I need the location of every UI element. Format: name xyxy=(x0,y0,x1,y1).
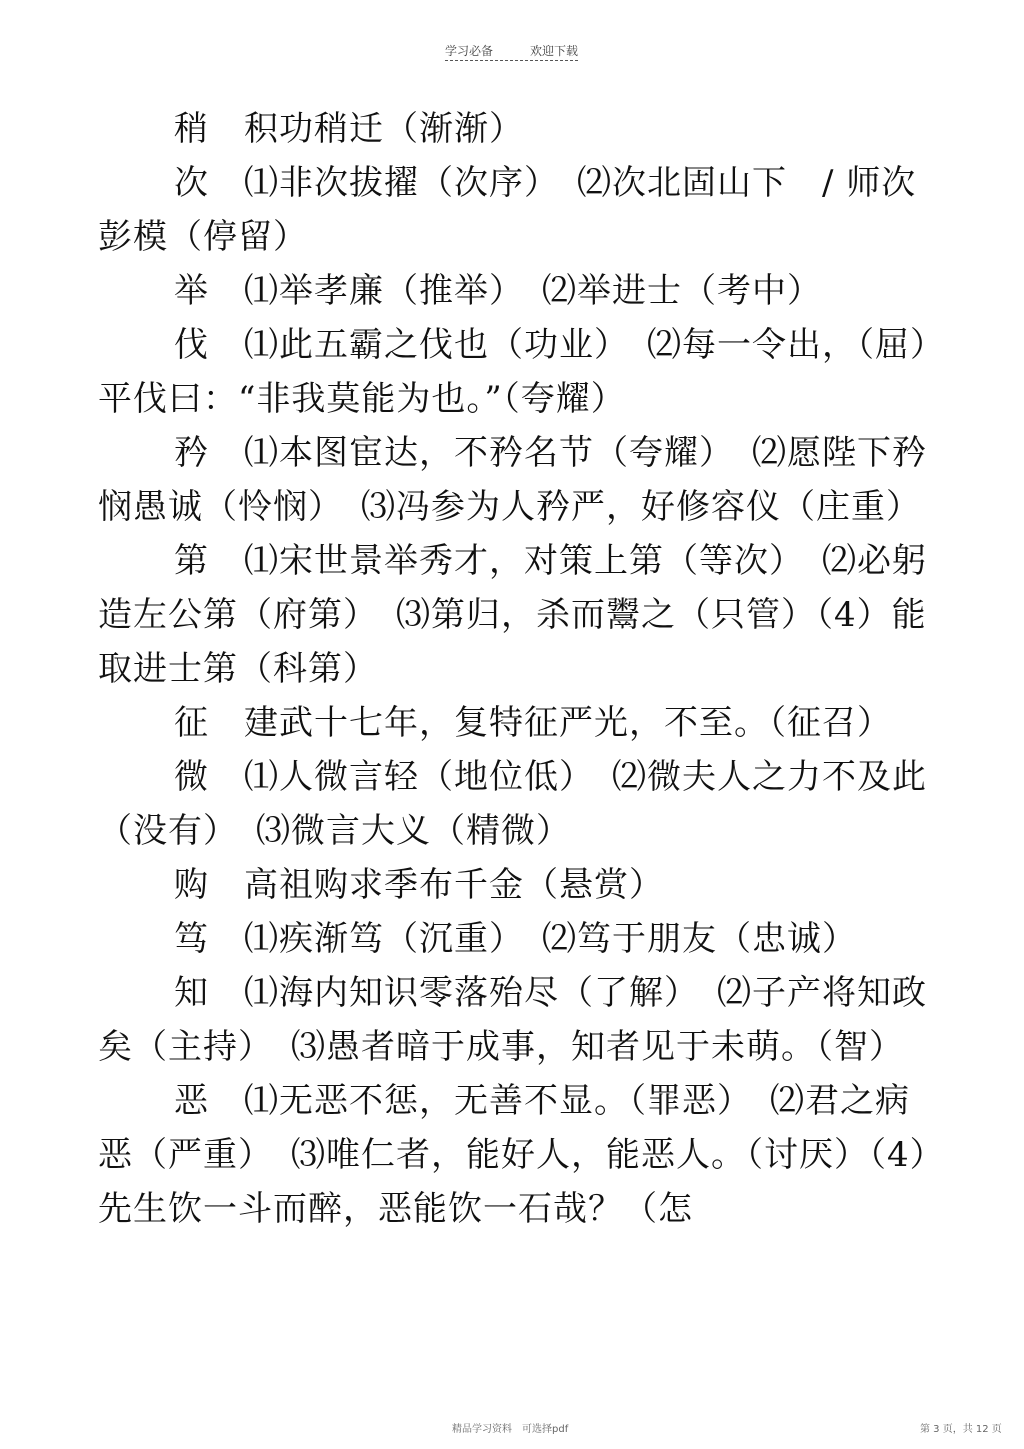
page-header xyxy=(0,42,1024,66)
entry-di: 第 ⑴宋世景举秀才，对策上第（等次） ⑵必躬造左公第（府第） ⑶第归，杀而鬻之（只管）（4）能取进士第（科第） xyxy=(98,541,927,689)
header-dashed-rule xyxy=(445,60,578,61)
footer-left-text: 精品学习资料 可选择pdf xyxy=(452,1424,569,1435)
entry-shao: 稍 积功稍迁（渐渐） xyxy=(174,109,524,149)
entry-ci: 次 ⑴非次拔擢（次序） ⑵次北固山下 / 师次彭模（停留） xyxy=(98,163,917,257)
header-right-text: 欢迎下载 xyxy=(530,44,579,58)
entry-zheng: 征 建武十七年，复特征严光，不至。（征召） xyxy=(174,703,892,743)
entry-wei: 微 ⑴人微言轻（地位低） ⑵微夫人之力不及此（没有） ⑶微言大义（精微） xyxy=(98,757,927,851)
glossary-body xyxy=(98,102,928,1236)
entry-e: 恶 ⑴无恶不惩，无善不显。（罪恶） ⑵君之病恶（严重） ⑶唯仁者，能好人，能恶人。（讨厌）（4）先生饮一斗而醉，恶能饮一石哉？（怎 xyxy=(98,1081,928,1229)
page-number: 第 3 页，共 12 页 xyxy=(920,1424,1002,1435)
entry-du: 笃 ⑴疾渐笃（沉重） ⑵笃于朋友（忠诚） xyxy=(174,919,857,959)
entry-gou: 购 高祖购求季布千金（悬赏） xyxy=(174,865,664,905)
entry-jin: 矜 ⑴本图宦达，不矜名节（夸耀） ⑵愿陛下矜悯愚诚（怜悯） ⑶冯参为人矜严，好修容仪（庄重） xyxy=(98,433,927,527)
entry-ju: 举 ⑴举孝廉（推举） ⑵举进士（考中） xyxy=(174,271,822,311)
page-footer xyxy=(0,1420,1024,1440)
entry-zhi: 知 ⑴海内知识零落殆尽（了解） ⑵子产将知政矣（主持） ⑶愚者暗于成事，知者见于未萌。（智） xyxy=(98,973,927,1067)
entry-fa: 伐 ⑴此五霸之伐也（功业） ⑵每一令出，（屈）平伐曰：“非我莫能为也。”（夸耀） xyxy=(98,325,928,419)
header-left-text: 学习必备 xyxy=(445,44,494,58)
